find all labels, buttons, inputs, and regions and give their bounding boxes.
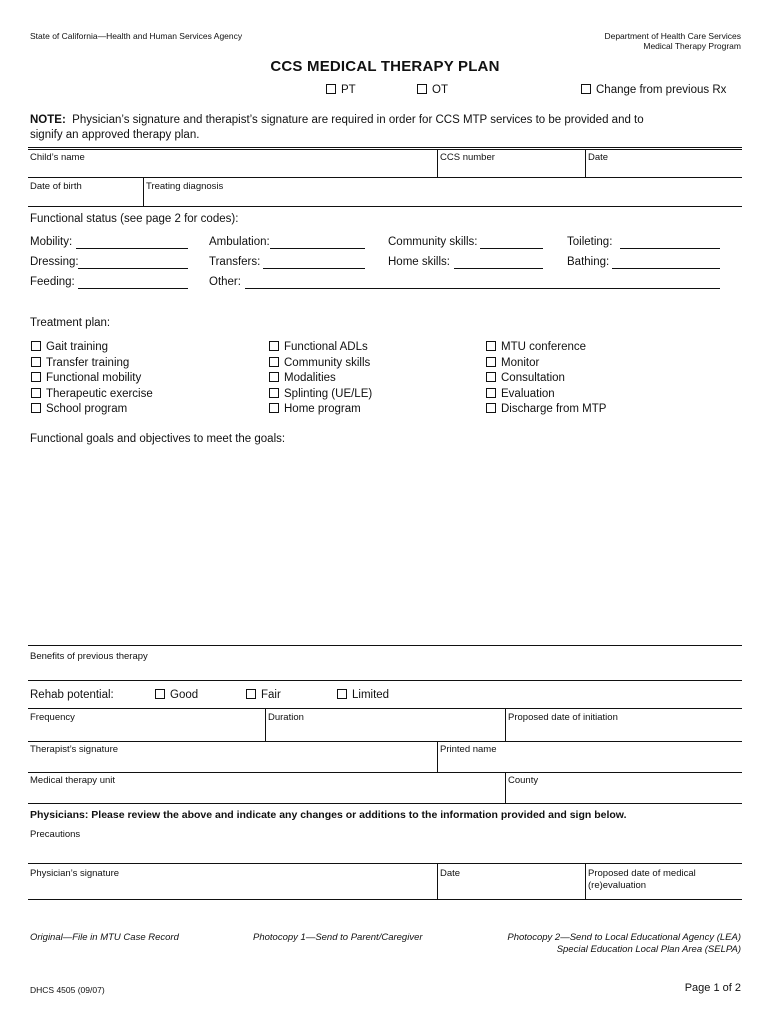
- county-field[interactable]: [508, 787, 738, 802]
- treatment-checkbox[interactable]: [269, 357, 279, 367]
- agency-name: State of California—Health and Human Services Agency: [30, 31, 243, 41]
- change-rx-option[interactable]: [581, 84, 726, 96]
- treatment-checkbox[interactable]: [31, 372, 41, 382]
- treatment-item[interactable]: Evaluation: [486, 387, 606, 403]
- rehab-good-option[interactable]: Good: [155, 689, 198, 701]
- other-field[interactable]: [245, 288, 720, 289]
- ot-option[interactable]: [417, 84, 448, 96]
- treatment-checkbox[interactable]: [486, 388, 496, 398]
- proposed-initiation-label: Proposed date of initiation: [508, 712, 618, 723]
- ot-label: OT: [432, 84, 448, 96]
- change-rx-label: Change from previous Rx: [596, 84, 727, 96]
- medical-therapy-unit-field[interactable]: [30, 787, 502, 802]
- treatment-item[interactable]: Home program: [269, 402, 372, 418]
- treatment-item[interactable]: Functional mobility: [31, 371, 153, 387]
- treatment-column-2: [269, 340, 372, 418]
- frequency-label: Frequency: [30, 712, 75, 723]
- home-skills-field[interactable]: [454, 268, 543, 269]
- date-label: Date: [588, 152, 609, 163]
- treatment-checkbox[interactable]: [269, 372, 279, 382]
- department-name: Department of Health Care Services: [604, 31, 741, 41]
- ot-checkbox[interactable]: [417, 84, 427, 94]
- functional-status-heading: Functional status (see page 2 for codes):: [30, 213, 239, 225]
- bathing-field[interactable]: [612, 268, 720, 269]
- date-field[interactable]: [588, 163, 738, 176]
- physician-date-field[interactable]: [440, 880, 582, 898]
- dressing-field[interactable]: [78, 268, 188, 269]
- treatment-item[interactable]: Monitor: [486, 356, 606, 372]
- ccs-number-label: CCS number: [440, 152, 495, 163]
- therapist-signature-field[interactable]: [30, 756, 434, 771]
- transfers-label: Transfers:: [209, 256, 261, 268]
- treatment-item[interactable]: MTU conference: [486, 340, 606, 356]
- treatment-item[interactable]: Transfer training: [31, 356, 153, 372]
- toileting-label: Toileting:: [567, 236, 613, 248]
- treatment-item[interactable]: Gait training: [31, 340, 153, 356]
- benefits-field[interactable]: [30, 663, 740, 679]
- treatment-checkbox[interactable]: [31, 341, 41, 351]
- program-name: Medical Therapy Program: [643, 41, 741, 51]
- reevaluation-label-2: (re)evaluation: [588, 880, 647, 891]
- distribution-copy2-line1: Photocopy 2—Send to Local Educational Agency (LEA): [507, 932, 741, 943]
- note-label: NOTE:: [30, 114, 66, 126]
- form-title: CCS MEDICAL THERAPY PLAN: [270, 58, 500, 75]
- therapist-signature-label: Therapist’s signature: [30, 744, 119, 755]
- treatment-column-1: [31, 340, 153, 418]
- treatment-checkbox[interactable]: [486, 357, 496, 367]
- treatment-checkbox[interactable]: [486, 372, 496, 382]
- feeding-field[interactable]: [78, 288, 188, 289]
- treatment-item[interactable]: Functional ADLs: [269, 340, 372, 356]
- change-rx-checkbox[interactable]: [581, 84, 591, 94]
- form-number: DHCS 4505 (09/07): [30, 985, 105, 995]
- rehab-potential-label: Rehab potential:: [30, 689, 114, 701]
- limited-checkbox[interactable]: [337, 689, 347, 699]
- goals-heading: Functional goals and objectives to meet the goals:: [30, 433, 286, 445]
- community-skills-field[interactable]: [480, 248, 543, 249]
- duration-label: Duration: [268, 712, 304, 723]
- treatment-column-3: [486, 340, 606, 418]
- precautions-label: Precautions: [30, 829, 81, 840]
- treatment-checkbox[interactable]: [31, 403, 41, 413]
- childs-name-label: Child’s name: [30, 152, 85, 163]
- treatment-checkbox[interactable]: [269, 403, 279, 413]
- treatment-item[interactable]: Consultation: [486, 371, 606, 387]
- treating-diagnosis-label: Treating diagnosis: [146, 181, 224, 192]
- treatment-item[interactable]: Modalities: [269, 371, 372, 387]
- dressing-label: Dressing:: [30, 256, 79, 268]
- treatment-checkbox[interactable]: [269, 341, 279, 351]
- date-of-birth-label: Date of birth: [30, 181, 82, 192]
- feeding-label: Feeding:: [30, 276, 75, 288]
- distribution-copy1: Photocopy 1—Send to Parent/Caregiver: [253, 932, 423, 943]
- date-of-birth-field[interactable]: [30, 192, 140, 205]
- community-skills-label: Community skills:: [388, 236, 478, 248]
- treatment-item[interactable]: Community skills: [269, 356, 372, 372]
- fair-checkbox[interactable]: [246, 689, 256, 699]
- duration-field[interactable]: [268, 724, 502, 739]
- rehab-fair-option[interactable]: Fair: [246, 689, 281, 701]
- reevaluation-label-1: Proposed date of medical: [588, 868, 696, 879]
- rehab-limited-option[interactable]: Limited: [337, 689, 389, 701]
- treatment-item[interactable]: School program: [31, 402, 153, 418]
- treatment-checkbox[interactable]: [486, 403, 496, 413]
- toileting-field[interactable]: [620, 248, 720, 249]
- county-label: County: [508, 775, 539, 786]
- mobility-label: Mobility:: [30, 236, 73, 248]
- note-line-1: [30, 114, 742, 126]
- distribution-original: Original—File in MTU Case Record: [30, 932, 179, 943]
- childs-name-field[interactable]: [30, 163, 434, 176]
- frequency-field[interactable]: [30, 724, 262, 739]
- pt-checkbox[interactable]: [326, 84, 336, 94]
- treatment-checkbox[interactable]: [269, 388, 279, 398]
- transfers-field[interactable]: [263, 268, 365, 269]
- distribution-copy2-line2: Special Education Local Plan Area (SELPA): [556, 944, 741, 955]
- bathing-label: Bathing:: [567, 256, 610, 268]
- note-text-1: Physician’s signature and therapist’s signature are required in order for CCS MTP services to be provided and to: [72, 114, 644, 126]
- treatment-checkbox[interactable]: [31, 388, 41, 398]
- treatment-plan-heading: Treatment plan:: [30, 317, 111, 329]
- good-checkbox[interactable]: [155, 689, 165, 699]
- physician-signature-field[interactable]: [30, 880, 434, 898]
- benefits-label: Benefits of previous therapy: [30, 651, 148, 662]
- physicians-instruction: Physicians: Please review the above and indicate any changes or additions to the information provided and sign below.: [30, 809, 627, 821]
- ccs-number-field[interactable]: [440, 163, 582, 176]
- mobility-field[interactable]: [76, 248, 188, 249]
- physician-date-label: Date: [440, 868, 461, 879]
- goals-field[interactable]: [30, 450, 740, 640]
- printed-name-field[interactable]: [440, 756, 738, 771]
- home-skills-label: Home skills:: [388, 256, 450, 268]
- pt-option[interactable]: [326, 84, 356, 96]
- treatment-checkbox[interactable]: [31, 357, 41, 367]
- ambulation-label: Ambulation:: [209, 236, 270, 248]
- treatment-item[interactable]: Splinting (UE/LE): [269, 387, 372, 403]
- treatment-item[interactable]: Discharge from MTP: [486, 402, 606, 418]
- ambulation-field[interactable]: [270, 248, 365, 249]
- treating-diagnosis-field[interactable]: [146, 192, 738, 205]
- printed-name-label: Printed name: [440, 744, 497, 755]
- page-number: Page 1 of 2: [684, 982, 741, 994]
- note-line-2: signify an approved therapy plan.: [30, 129, 200, 141]
- physician-signature-label: Physician’s signature: [30, 868, 120, 879]
- pt-label: PT: [341, 84, 356, 96]
- treatment-item[interactable]: Therapeutic exercise: [31, 387, 153, 403]
- medical-therapy-unit-label: Medical therapy unit: [30, 775, 116, 786]
- precautions-field[interactable]: [30, 841, 740, 861]
- treatment-checkbox[interactable]: [486, 341, 496, 351]
- proposed-initiation-field[interactable]: [508, 724, 738, 739]
- other-label: Other:: [209, 276, 241, 288]
